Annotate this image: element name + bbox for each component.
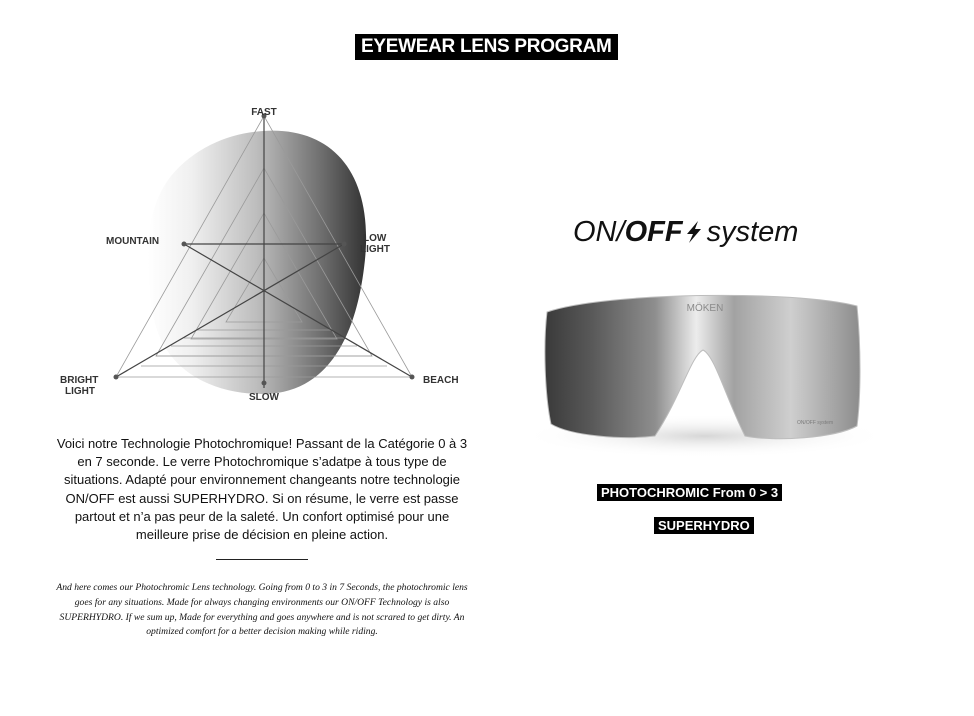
lens-logo: MÖKEN xyxy=(686,303,724,314)
divider xyxy=(216,559,308,560)
brand-on: ON/ xyxy=(573,216,625,248)
superhydro-tag: SUPERHYDRO xyxy=(654,517,754,534)
radar-label-slow: SLOW xyxy=(249,392,279,403)
radar-label-low: LOW xyxy=(363,233,387,244)
radar-label-light: LIGHT xyxy=(360,244,390,255)
photochromic-tag: PHOTOCHROMIC From 0 > 3 xyxy=(597,484,782,501)
on-off-system-logo xyxy=(573,212,843,252)
lightning-icon xyxy=(684,220,704,244)
brand-off: OFF xyxy=(624,216,683,248)
radar-label-bright: BRIGHT xyxy=(60,375,99,386)
radar-label-bright-light: LIGHT xyxy=(65,386,95,397)
radar-label-beach: BEACH xyxy=(423,375,459,386)
lens-image xyxy=(515,286,895,466)
brand-system: system xyxy=(706,216,799,248)
page-title: EYEWEAR LENS PROGRAM xyxy=(355,34,618,60)
lens-mark: ON/OFF system xyxy=(797,420,834,426)
english-description: And here comes our Photochromic Lens technology. Going from 0 to 3 in 7 Seconds, the photochromic lens goes for any situations. Made for always changing environments our ON/OFF Technology is also SUPERHYDRO. If we sum up, Made for everything and goes anywhere and is not scrared to get dirty. An optimized comfort for a better decision making while riding. xyxy=(56,582,468,638)
radar-chart xyxy=(56,98,468,408)
radar-label-mountain: MOUNTAIN xyxy=(106,236,160,247)
french-description: Voici notre Technologie Photochromique! Passant de la Catégorie 0 à 3 en 7 seconde. Le verre Photochromique s’adatpe à tous type de situations. Adapté pour environnement changeants notre technologie ON/OFF est aussi SUPERHYDRO. Si on résume, le verre est passe partout et n’a pas peur de la saleté. Un confort optimisé pour une meilleure prise de décision en pleine action. xyxy=(56,436,468,543)
radar-label-fast: FAST xyxy=(251,107,277,118)
